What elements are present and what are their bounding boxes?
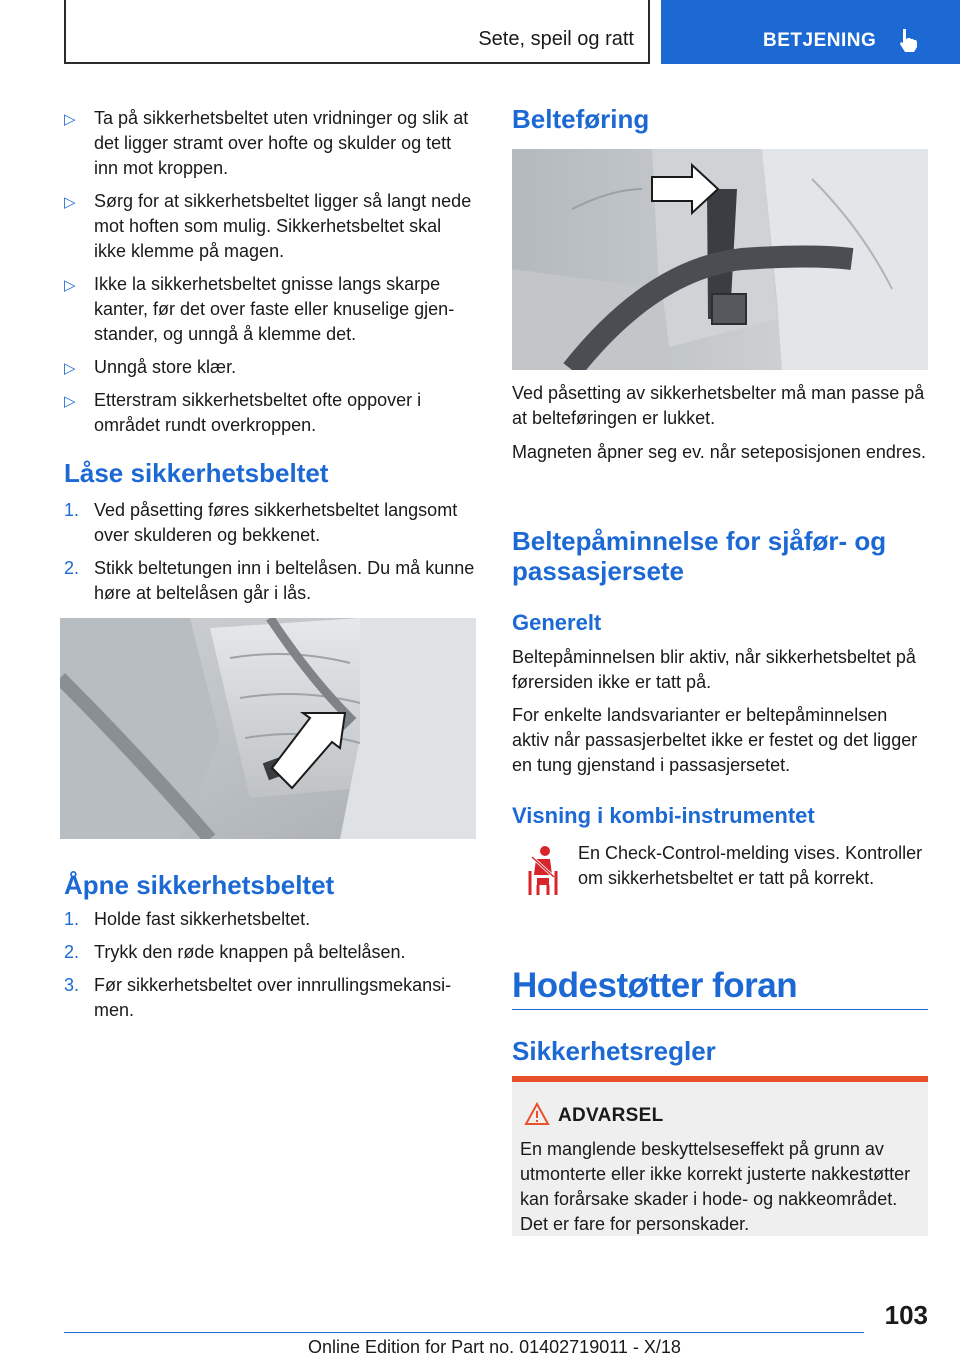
- list-item: ▷ Unngå store klær.: [64, 355, 476, 380]
- hand-pointer-icon: [897, 27, 919, 53]
- safety-rules-heading: Sikkerhetsregler: [512, 1036, 716, 1066]
- warning-text: En manglende beskyttelseseffekt på grunn av utmonterte eller ikke korrekt justerte nakkestøtter kan forårsake skader i hode- og nakkeområdet. Det er fare for personskader.: [520, 1139, 911, 1234]
- triangle-bullet-icon: ▷: [64, 393, 76, 410]
- general-text-1: Beltepåminnelsen blir aktiv, når sikkerhetsbeltet på førersiden ikke er tatt på.: [512, 647, 916, 692]
- header-section-box: [64, 0, 650, 64]
- seat-belt-buckle-image: [60, 618, 476, 839]
- seatbelt-warning-icon: [528, 845, 558, 897]
- belt-guide-text-1: Ved påsetting av sikkerhetsbelter må man passe på at belteføringen er lukket.: [512, 383, 925, 428]
- belt-guide-heading: Belteføring: [512, 104, 650, 134]
- safety-bullet-list: [64, 106, 476, 446]
- open-belt-heading: Åpne sikkerhetsbeltet: [64, 870, 335, 900]
- list-item: 1. Ved påsetting føres sikkerhetsbeltet langsomt over skulderen og bekkenet.: [64, 500, 458, 545]
- list-item: ▷ Sørg for at sikkerhetsbeltet ligger så langt nede mot hoften som mulig. Sikkerhetsbeltet skal ikke klemme på magen.: [64, 191, 472, 261]
- general-heading: Generelt: [512, 610, 602, 635]
- warning-box: [512, 1076, 928, 1236]
- triangle-bullet-icon: ▷: [64, 111, 76, 128]
- list-item: ▷ Ikke la sikkerhetsbeltet gnisse langs skarpe kanter, før det over faste eller knuselige gjenstander, og unngå å klemme det.: [64, 274, 455, 344]
- header-chapter-tab[interactable]: [661, 0, 960, 64]
- list-item: ▷ Ta på sikkerhetsbeltet uten vridninger og slik at det ligger stramt over hofte og skulder og tett inn mot kroppen.: [64, 108, 469, 178]
- warning-bar: [512, 1076, 928, 1082]
- header-chapter-title: BETJENING: [763, 30, 877, 51]
- display-heading: Visning i kombi-instrumentet: [512, 803, 815, 828]
- list-item: ▷ Etterstram sikkerhetsbeltet ofte oppover i området rundt overkroppen.: [64, 390, 422, 435]
- section-divider: [512, 1009, 928, 1010]
- list-item: 2. Stikk beltetungen inn i beltelåsen. Du må kunne høre at beltelåsen går i lås.: [64, 558, 475, 603]
- lock-belt-heading: Låse sikkerhetsbeltet: [64, 458, 329, 488]
- triangle-bullet-icon: ▷: [64, 277, 76, 294]
- lock-steps-list: [64, 498, 476, 614]
- warning-label: ADVARSEL: [558, 1105, 664, 1126]
- general-text-2: For enkelte landsvarianter er beltepåminnelsen aktiv når passasjerbeltet ikke er festet og det ligger en tung gjenstand i passasjersetet.: [512, 705, 918, 775]
- triangle-bullet-icon: ▷: [64, 360, 76, 377]
- footer-divider: [64, 1332, 864, 1333]
- belt-guide-image: [512, 149, 928, 370]
- list-item: 1. Holde fast sikkerhetsbeltet.: [64, 909, 311, 929]
- reminder-heading: Beltepåminnelse for sjåfør- og passasjersete: [512, 526, 887, 586]
- belt-guide-text-2: Magneten åpner seg ev. når seteposisjonen endres.: [512, 442, 926, 462]
- list-item: 3. Før sikkerhetsbeltet over innrullingsmekansimen.: [64, 975, 452, 1020]
- footer-edition: Online Edition for Part no. 01402719011 - X/18: [308, 1337, 681, 1357]
- page-number: 103: [884, 1300, 928, 1330]
- list-item: 2. Trykk den røde knappen på beltelåsen.: [64, 942, 406, 962]
- display-text: En Check-Control-melding vises. Kontroller om sikkerhetsbeltet er tatt på korrekt.: [578, 843, 923, 888]
- open-steps-list: [64, 907, 476, 1031]
- warning-triangle-icon: [524, 1102, 550, 1126]
- triangle-bullet-icon: ▷: [64, 194, 76, 211]
- head-restraints-heading: Hodestøtter foran: [512, 966, 798, 1005]
- header-section-title: Sete, speil og ratt: [478, 28, 634, 50]
